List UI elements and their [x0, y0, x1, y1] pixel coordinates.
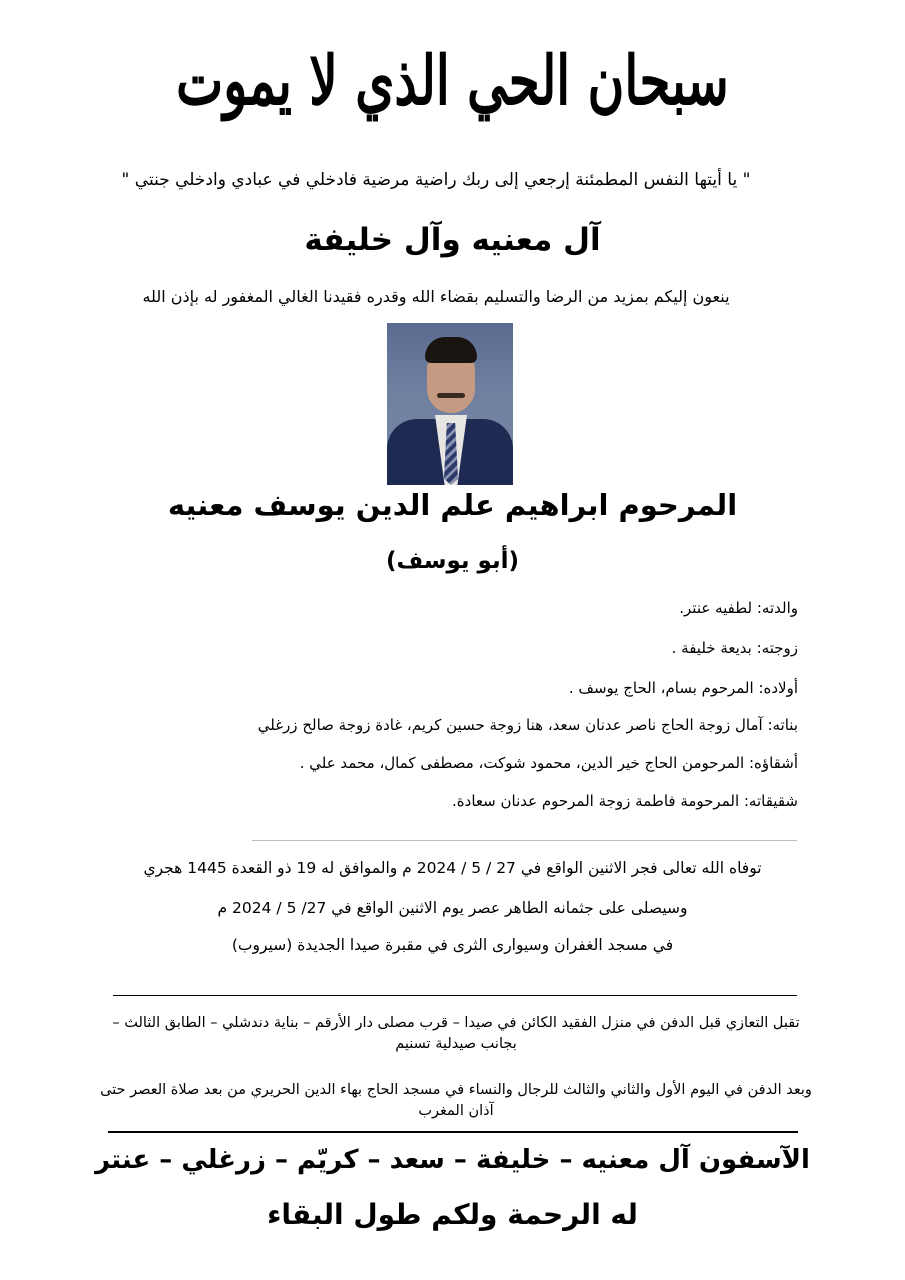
divider	[113, 995, 797, 996]
calligraphy-text: سبحان الحي الذي لا يموت	[176, 40, 729, 121]
condolences-before-burial: تقبل التعازي قبل الدفن في منزل الفقيد الكائن في صيدا – قرب مصلى دار الأرقم – بناية دندشلي – الطابق الثالث – بجانب صيدلية تسنيم	[112, 1015, 800, 1052]
announcement-text: ينعون إليكم بمزيد من الرضا والتسليم بقضاء الله وقدره فقيدنا الغالي المغفور له بإذن الله	[142, 287, 730, 306]
relative-mother: والدته: لطفيه عنتر.	[679, 599, 798, 617]
deceased-nickname: (أبو يوسف)	[385, 548, 520, 574]
relative-wife: زوجته: بديعة خليفة .	[671, 639, 798, 657]
closing-line: له الرحمة ولكم طول البقاء	[267, 1198, 638, 1231]
calligraphy-header	[176, 18, 729, 143]
deceased-name: المرحوم ابراهيم علم الدين يوسف معنيه	[167, 488, 738, 522]
divider	[252, 840, 797, 841]
relative-sisters: شقيقاته: المرحومة فاطمة زوجة المرحوم عدنان سعادة.	[452, 792, 798, 810]
relative-brothers: أشقاؤه: المرحومن الحاج خير الدين، محمود شوكت، مصطفى كمال، محمد علي .	[299, 754, 798, 772]
relative-daughters: بناته: آمال زوجة الحاج ناصر عدنان سعد، هنا زوجة حسين كريم، غادة زوجة صالح زرغلي	[257, 716, 798, 734]
burial-location-line: في مسجد الغفران وسيوارى الثرى في مقبرة صيدا الجديدة (سيروب)	[231, 936, 674, 954]
deceased-photo	[387, 323, 513, 485]
mourners-line: الآسفون آل معنيه – خليفة – سعد – كريّم – زرغلي – عنتر	[95, 1145, 810, 1175]
death-date-line: توفاه الله تعالى فجر الاثنين الواقع في 27 / 5 / 2024 م والموافق له 19 ذو القعدة 1445 هجري	[143, 859, 762, 877]
divider	[108, 1131, 798, 1133]
quran-verse: " يا أيتها النفس المطمئنة إرجعي إلى ربك راضية مرضية فادخلي في عبادي وادخلي جنتي "	[121, 170, 751, 190]
condolences-after-burial: وبعد الدفن في اليوم الأول والثاني والثالث للرجال والنساء في مسجد الحاج بهاء الدين الحريري من بعد صلاة العصر حتى آذان المغرب	[100, 1082, 812, 1119]
funeral-prayer-line: وسيصلى على جثمانه الطاهر عصر يوم الاثنين الواقع في 27/ 5 / 2024 م	[217, 899, 688, 917]
relative-sons: أولاده: المرحوم بسام، الحاج يوسف .	[568, 679, 798, 697]
families-title: آل معنيه وآل خليفة	[304, 222, 601, 258]
